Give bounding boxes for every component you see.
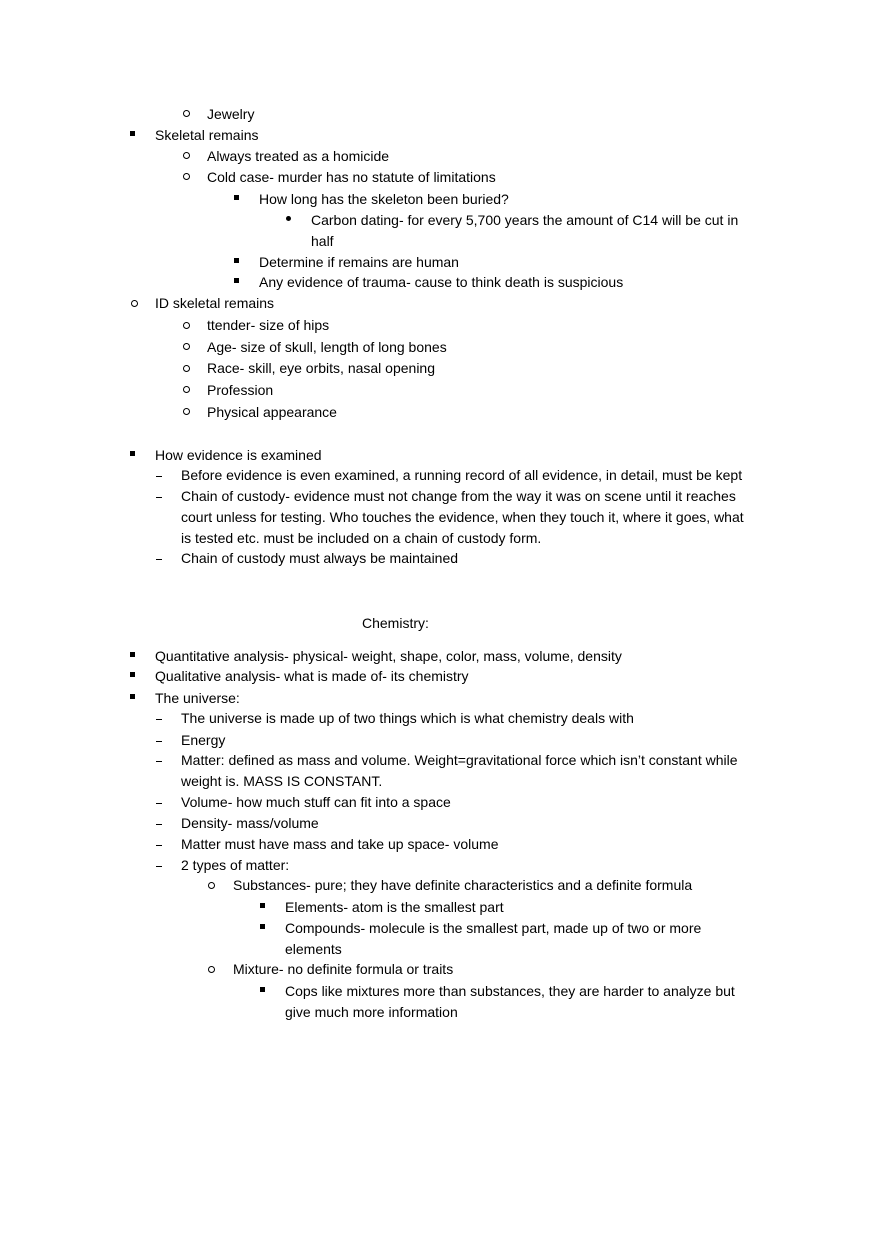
square-bullet-icon bbox=[260, 924, 265, 929]
dash-bullet-icon bbox=[156, 559, 162, 560]
list-item-qualitative: Qualitative analysis- what is made of- its chemistry bbox=[155, 668, 469, 684]
square-bullet-icon bbox=[234, 195, 239, 200]
list-item-universe: The universe: bbox=[155, 690, 240, 706]
hollow-bullet-icon bbox=[183, 386, 190, 393]
list-item-age: Age- size of skull, length of long bones bbox=[207, 339, 447, 355]
list-item-mixture: Mixture- no definite formula or traits bbox=[233, 961, 454, 977]
list-item-custody-maintained: Chain of custody must always be maintained bbox=[181, 550, 459, 566]
hollow-bullet-icon bbox=[183, 343, 190, 350]
list-item-always-homicide: Always treated as a homicide bbox=[207, 148, 390, 164]
square-bullet-icon bbox=[260, 903, 265, 908]
list-item-volume: Volume- how much stuff can fit into a space bbox=[181, 794, 451, 810]
list-item-custody-line-3: is tested etc. must be included on a chain of custody form. bbox=[181, 530, 542, 546]
square-bullet-icon bbox=[260, 987, 265, 992]
dash-bullet-icon bbox=[156, 824, 162, 825]
hollow-bullet-icon bbox=[183, 408, 190, 415]
square-bullet-icon bbox=[130, 672, 135, 677]
dash-bullet-icon bbox=[156, 866, 162, 867]
list-item-race: Race- skill, eye orbits, nasal opening bbox=[207, 360, 436, 376]
square-bullet-icon bbox=[130, 451, 135, 456]
square-bullet-icon bbox=[130, 131, 135, 136]
hollow-bullet-icon bbox=[183, 110, 190, 117]
hollow-bullet-icon bbox=[183, 152, 190, 159]
list-item-matter-line-1: Matter: defined as mass and volume. Weight=gravitational force which isn’t constant while bbox=[181, 752, 738, 768]
dash-bullet-icon bbox=[156, 845, 162, 846]
list-item-elements: Elements- atom is the smallest part bbox=[285, 899, 504, 915]
hollow-bullet-icon bbox=[183, 365, 190, 372]
square-bullet-icon bbox=[234, 278, 239, 283]
hollow-bullet-icon bbox=[208, 966, 215, 973]
list-item-carbon-dating-line-1: Carbon dating- for every 5,700 years the amount of C14 will be cut in bbox=[311, 212, 739, 228]
list-item-cops-line-2: give much more information bbox=[285, 1004, 458, 1020]
list-item-jewelry: Jewelry bbox=[207, 106, 255, 122]
hollow-bullet-icon bbox=[183, 322, 190, 329]
square-bullet-icon bbox=[130, 652, 135, 657]
dash-bullet-icon bbox=[156, 761, 162, 762]
list-item-how-examined: How evidence is examined bbox=[155, 447, 322, 463]
hollow-bullet-icon bbox=[183, 173, 190, 180]
list-item-density: Density- mass/volume bbox=[181, 815, 319, 831]
list-item-carbon-dating-line-2: half bbox=[311, 233, 334, 249]
list-item-cold-case: Cold case- murder has no statute of limitations bbox=[207, 169, 496, 185]
hollow-bullet-icon bbox=[131, 300, 138, 307]
chemistry-heading: Chemistry: bbox=[362, 615, 429, 631]
list-item-matter-line-2: weight is. MASS IS CONSTANT. bbox=[181, 773, 383, 789]
square-bullet-icon bbox=[130, 694, 135, 699]
list-item-mass-space: Matter must have mass and take up space- volume bbox=[181, 836, 499, 852]
dash-bullet-icon bbox=[156, 803, 162, 804]
list-item-evidence-trauma: Any evidence of trauma- cause to think death is suspicious bbox=[259, 274, 624, 290]
list-item-gender: ttender- size of hips bbox=[207, 317, 330, 333]
list-item-universe-made: The universe is made up of two things which is what chemistry deals with bbox=[181, 710, 634, 726]
list-item-energy: Energy bbox=[181, 732, 226, 748]
list-item-skeletal-remains: Skeletal remains bbox=[155, 127, 259, 143]
list-item-compounds-line-1: Compounds- molecule is the smallest part, made up of two or more bbox=[285, 920, 702, 936]
list-item-compounds-line-2: elements bbox=[285, 941, 342, 957]
list-item-cops-line-1: Cops like mixtures more than substances, they are harder to analyze but bbox=[285, 983, 735, 999]
list-item-how-long-buried: How long has the skeleton been buried? bbox=[259, 191, 509, 207]
list-item-running-record: Before evidence is even examined, a running record of all evidence, in detail, must be kept bbox=[181, 467, 743, 483]
dash-bullet-icon bbox=[156, 741, 162, 742]
list-item-custody-line-1: Chain of custody- evidence must not change from the way it was on scene until it reaches bbox=[181, 488, 736, 504]
list-item-determine-human: Determine if remains are human bbox=[259, 254, 459, 270]
list-item-quantitative: Quantitative analysis- physical- weight, shape, color, mass, volume, density bbox=[155, 648, 622, 664]
dash-bullet-icon bbox=[156, 476, 162, 477]
list-item-id-skeletal: ID skeletal remains bbox=[155, 295, 275, 311]
square-bullet-icon bbox=[234, 258, 239, 263]
dash-bullet-icon bbox=[156, 719, 162, 720]
list-item-physical-appearance: Physical appearance bbox=[207, 404, 337, 420]
list-item-profession: Profession bbox=[207, 382, 274, 398]
list-item-substances: Substances- pure; they have definite characteristics and a definite formula bbox=[233, 877, 693, 893]
list-item-custody-line-2: court unless for testing. Who touches the evidence, when they touch it, where it goes, what bbox=[181, 509, 744, 525]
list-item-two-types: 2 types of matter: bbox=[181, 857, 290, 873]
round-bullet-icon bbox=[286, 216, 291, 221]
hollow-bullet-icon bbox=[208, 882, 215, 889]
dash-bullet-icon bbox=[156, 497, 162, 498]
